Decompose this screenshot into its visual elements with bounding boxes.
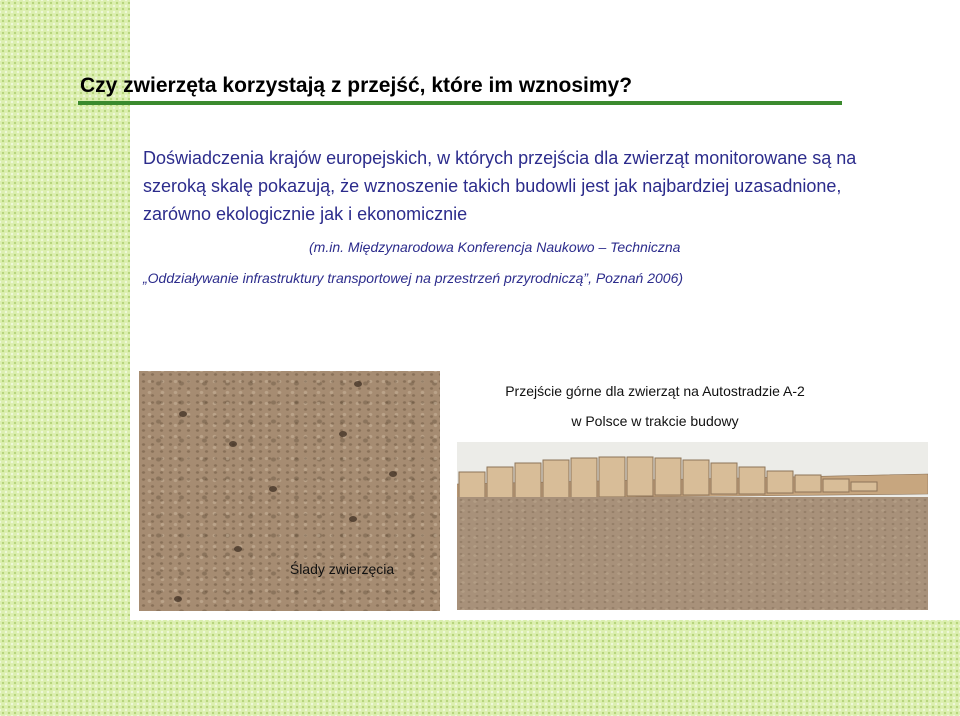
track-mark: [179, 411, 187, 417]
track-mark: [339, 431, 347, 437]
title-underline: [78, 101, 842, 105]
citation: [143, 232, 903, 294]
citation-line-2: „Oddziaływanie infrastruktury transportowej na przestrzeń przyrodniczą”, Poznań 2006): [143, 270, 684, 286]
crossing-caption-line-1: Przejście górne dla zwierząt na Autostradzie A-2: [505, 383, 805, 399]
left-texture-band: [0, 0, 130, 716]
body-paragraph: Doświadczenia krajów europejskich, w których przejścia dla zwierząt monitorowane są na szeroką skalę pokazują, że wznoszenie takich budowli jest jak najbardziej uzasadnione, zarówno ekologicznie jak i ekonomicznie: [143, 148, 857, 224]
photo-ground: [457, 497, 928, 610]
track-mark: [389, 471, 397, 477]
track-mark: [354, 381, 362, 387]
citation-line-1: (m.in. Międzynarodowa Konferencja Naukowo – Techniczna: [309, 239, 681, 255]
crossing-caption-line-2: w Polsce w trakcie budowy: [571, 413, 739, 429]
track-mark: [234, 546, 242, 552]
track-mark: [174, 596, 182, 602]
slide-title: Czy zwierzęta korzystają z przejść, które im wznosimy?: [80, 74, 633, 97]
photo-caption-tracks: Ślady zwierzęcia: [289, 561, 395, 577]
bottom-texture-band: [0, 620, 960, 716]
track-mark: [229, 441, 237, 447]
track-mark: [349, 516, 357, 522]
photo-caption-crossing: [470, 376, 840, 436]
track-mark: [269, 486, 277, 492]
wildlife-overpass-photo: [457, 442, 928, 610]
